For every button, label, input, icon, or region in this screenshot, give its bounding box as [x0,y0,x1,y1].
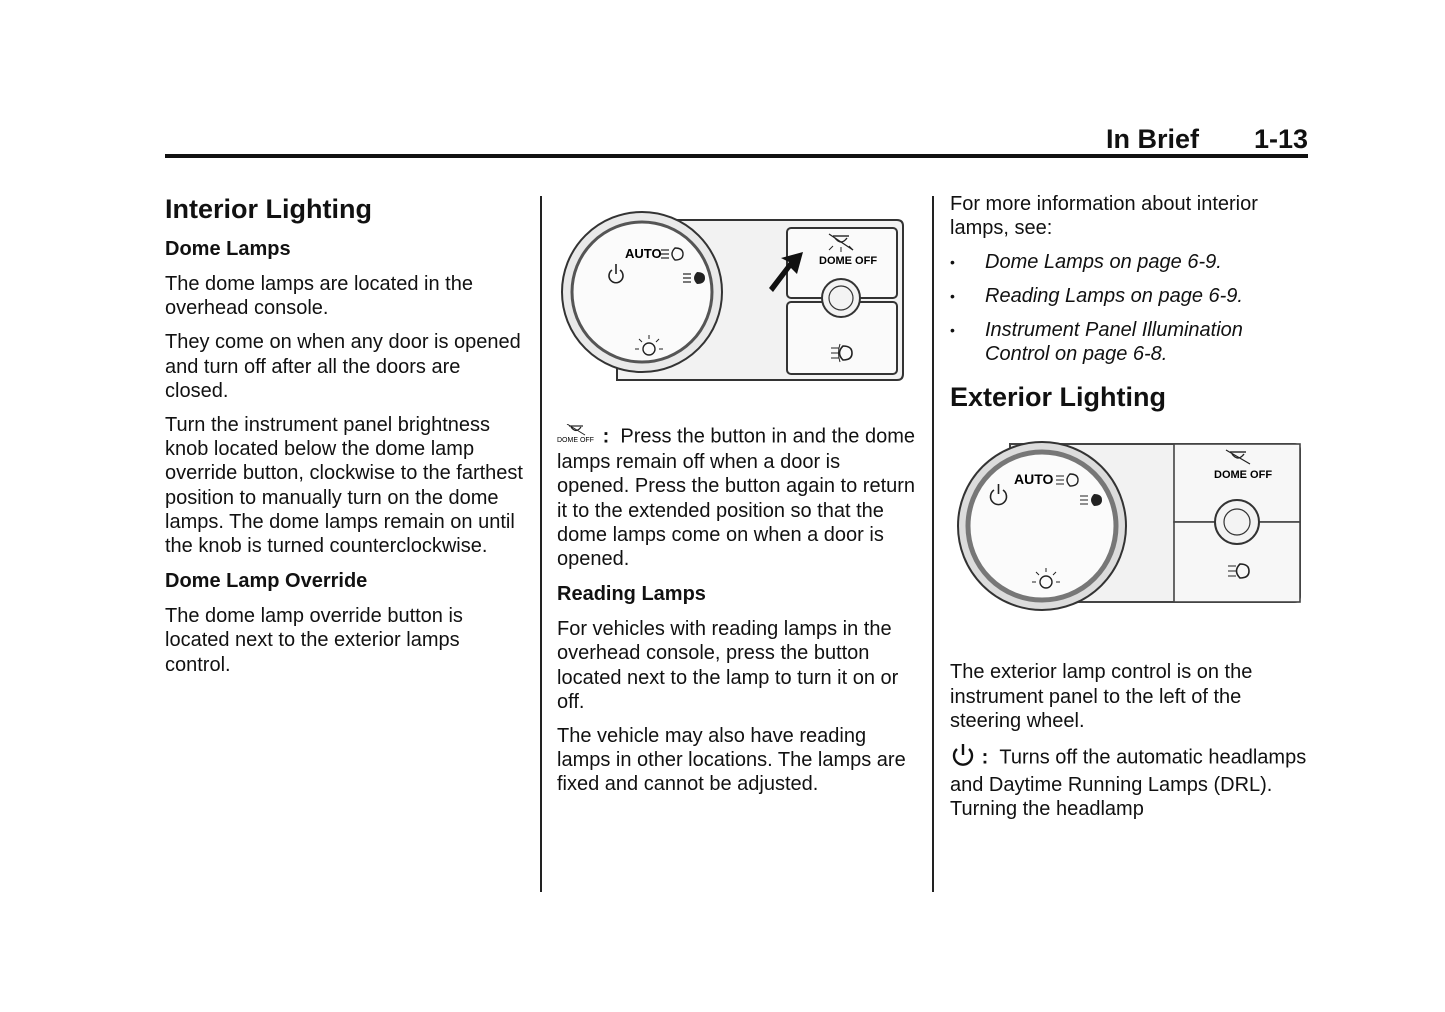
headlamp-knob-face [572,222,712,362]
off-colon: : [981,746,989,769]
more-info-paragraph: For more information about interior lamps, see: [950,193,1258,240]
bullet: • [950,288,955,305]
dome-off-inline-icon [557,424,597,450]
power-inline-icon [950,743,976,773]
brightness-thumbwheel [1215,500,1259,544]
section-title: In Brief [1106,124,1200,154]
header-rule [165,154,1308,158]
auto-label: AUTO [1014,471,1054,488]
exterior-lamp-control-illustration [950,424,1310,614]
exterior-control-figure [950,424,1310,660]
auto-label: AUTO [625,246,662,261]
column-left [165,192,525,687]
interior-lighting-heading: Interior Lighting [165,194,372,224]
dome-lamps-paragraph: The dome lamps are located in the overhead console. [165,273,473,320]
column-divider [540,196,542,892]
reading-lamps-paragraph: For vehicles with reading lamps in the overhead console, press the button located next to the lamp to turn it on or off. [557,618,899,713]
dome-off-icon-label: DOME OFF [557,437,594,444]
reference-link[interactable]: Instrument Panel Illumination Control on page 6-8. [985,319,1243,366]
reference-link[interactable]: Reading Lamps on page 6-9. [985,285,1243,308]
page-number: 1-13 [1253,124,1308,154]
dome-off-description [557,424,917,571]
lamp-control-illustration [557,192,917,392]
dome-lamp-override-heading: Dome Lamp Override [165,570,368,593]
dome-lamps-paragraph: Turn the instrument panel brightness knob located below the dome lamp override button, clockwise to the farthest position to manually turn on the dome lamps. The dome lamps remain on until the knob is turned counterclockwise. [165,414,523,558]
list-item[interactable] [950,250,1310,274]
reference-link[interactable]: Dome Lamps on page 6-9. [985,251,1222,274]
bullet: • [950,322,955,339]
dome-override-figure [557,192,917,424]
off-description [950,743,1310,822]
reading-lamps-heading: Reading Lamps [557,583,706,606]
override-paragraph: The dome lamp override button is located next to the exterior lamps control. [165,605,463,676]
exterior-paragraph: The exterior lamp control is on the instrument panel to the left of the steering wheel. [950,661,1253,732]
brightness-thumbwheel [822,279,860,317]
bullet: • [950,254,955,271]
dome-lamps-heading: Dome Lamps [165,238,291,260]
dome-lamps-paragraph: They come on when any door is opened and turn off after all the doors are closed. [165,331,521,402]
page-header [1100,122,1308,156]
dome-off-text: Press the button in and the dome lamps remain off when a door is opened. Press the button again to return it to the extended position so that the dome lamps come on when a door is opened. [557,425,916,571]
dome-off-label: DOME OFF [819,255,878,267]
column-right [950,192,1310,832]
off-text: Turns off the automatic headlamps and Daytime Running Lamps (DRL). Turning the headlamp [950,746,1307,821]
exterior-lighting-heading: Exterior Lighting [950,382,1166,413]
reference-list [950,250,1310,366]
column-middle [557,192,917,807]
column-divider [932,196,934,892]
dome-off-label: DOME OFF [1214,469,1273,482]
list-item[interactable] [950,284,1310,308]
reading-lamps-paragraph: The vehicle may also have reading lamps in other locations. The lamps are fixed and cannot be adjusted. [557,725,906,796]
dome-off-colon: : [602,425,610,448]
list-item[interactable] [950,318,1310,366]
